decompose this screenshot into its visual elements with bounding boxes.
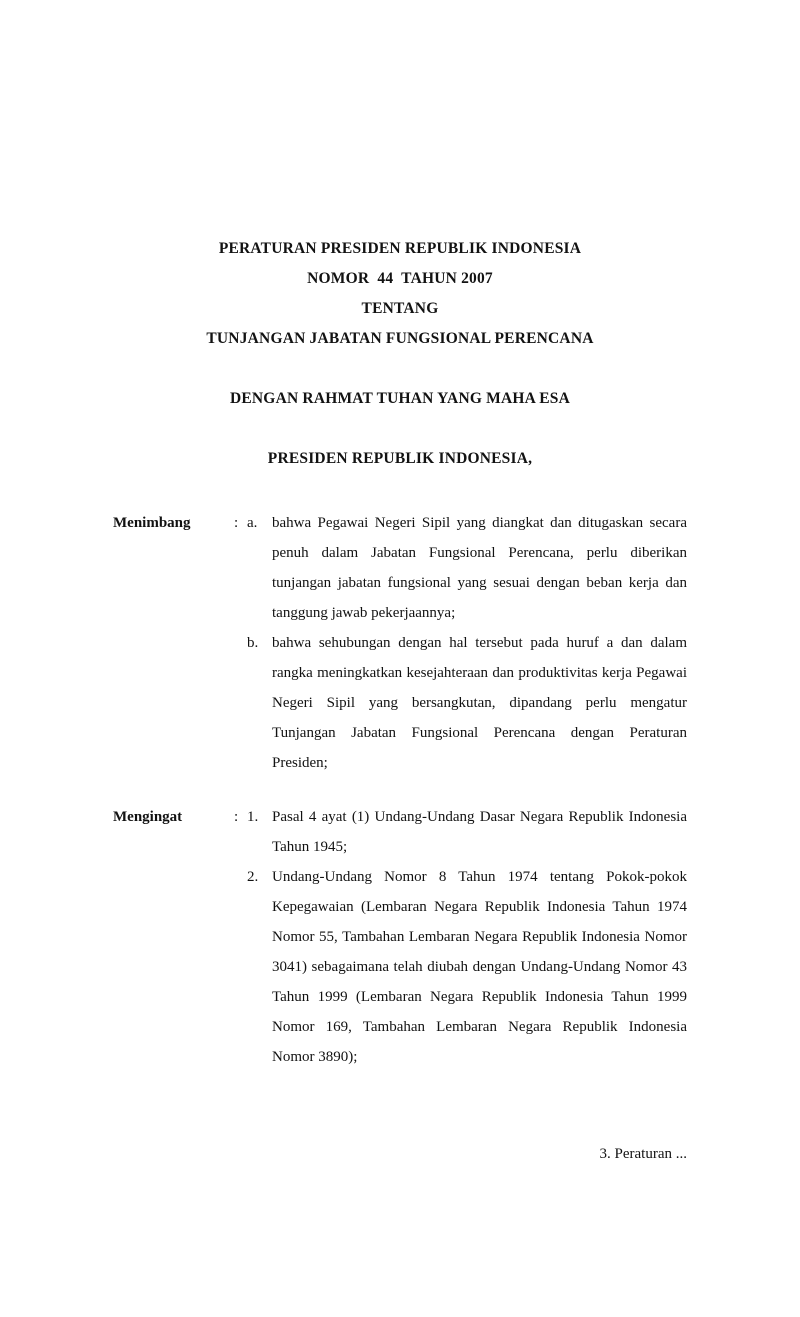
regulation-number-line: NOMOR 44 TAHUN 2007 bbox=[307, 270, 493, 287]
clause-label-menimbang: Menimbang bbox=[113, 515, 191, 531]
tentang-label: TENTANG bbox=[361, 300, 439, 317]
page-catchword: 3. Peraturan ... bbox=[599, 1146, 687, 1162]
clauses-container bbox=[113, 508, 687, 1072]
page-title: PERATURAN PRESIDEN REPUBLIK INDONESIA bbox=[218, 240, 582, 257]
clause-marker: 1. bbox=[247, 809, 259, 825]
invocation-line: DENGAN RAHMAT TUHAN YANG MAHA ESA bbox=[229, 390, 571, 407]
clause-label-mengingat: Mengingat bbox=[113, 809, 183, 825]
clause-colon: : bbox=[234, 515, 239, 531]
document-title-block bbox=[0, 234, 800, 354]
clause-marker: a. bbox=[247, 515, 258, 531]
clause-marker: 2. bbox=[247, 869, 259, 885]
clause-row bbox=[113, 508, 687, 628]
clause-section-menimbang bbox=[113, 508, 687, 778]
clause-body: Pasal 4 ayat (1) Undang-Undang Dasar Negara Republik Indonesia Tahun 1945; bbox=[272, 809, 687, 855]
clause-row bbox=[113, 628, 687, 778]
clause-row bbox=[113, 862, 687, 1072]
document-subtitle-block bbox=[0, 384, 800, 474]
issuer-line: PRESIDEN REPUBLIK INDONESIA, bbox=[267, 450, 533, 467]
clause-body: Undang-Undang Nomor 8 Tahun 1974 tentang Pokok-pokok Kepegawaian (Lembaran Negara Republik Indonesia Tahun 1974 Nomor 55, Tambahan Lembaran Negara Republik Indonesia Nomor 3041) sebagaimana telah diubah dengan Undang-Undang Nomor 43 Tahun 1999 (Lembaran Negara Republik Indonesia Tahun 1999 Nomor 169, Tambahan Lembaran Negara Republik Indonesia Nomor 3890); bbox=[272, 869, 687, 1065]
clause-marker: b. bbox=[247, 635, 259, 651]
clause-body: bahwa Pegawai Negeri Sipil yang diangkat dan ditugaskan secara penuh dalam Jabatan Fungsional Perencana, perlu diberikan tunjangan jabatan fungsional yang sesuai dengan beban kerja dan tanggung jawab pekerjaannya; bbox=[272, 515, 687, 621]
clause-colon: : bbox=[234, 809, 239, 825]
clause-body: bahwa sehubungan dengan hal tersebut pada huruf a dan dalam rangka meningkatkan kesejahteraan dan produktivitas kerja Pegawai Negeri Sipil yang bersangkutan, dipandang perlu mengatur Tunjangan Jabatan Fungsional Perencana dengan Peraturan Presiden; bbox=[272, 635, 687, 771]
clause-section-mengingat bbox=[113, 802, 687, 1072]
clause-row bbox=[113, 802, 687, 862]
regulation-subject: TUNJANGAN JABATAN FUNGSIONAL PERENCANA bbox=[206, 330, 594, 347]
